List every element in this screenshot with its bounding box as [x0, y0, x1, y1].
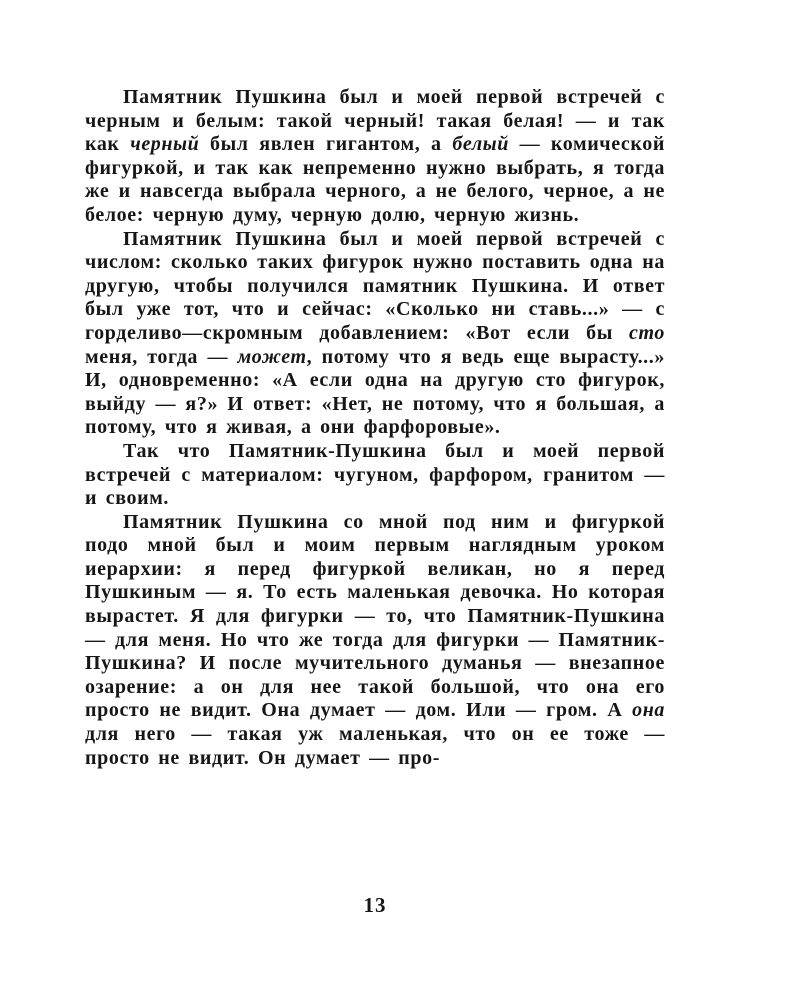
text-run-italic: она	[632, 699, 665, 722]
text-block	[85, 86, 665, 770]
paragraph	[85, 440, 665, 511]
text-run: Так что Памятник-Пушкина был и моей первой встречей с материалом: чугуном, фарфором, гранитом — и своим.	[85, 439, 665, 510]
text-run-italic: сто	[629, 321, 665, 344]
text-run: меня, тогда —	[85, 345, 238, 368]
text-run-italic: может	[237, 345, 307, 368]
text-run: , потому что я ведь еще вырасту...» И, одновременно: «А если одна на другую сто фигурок, выйду — я?» И ответ: «Нет, не потому, что я большая, а потому, что я живая, а они фарфоровые».	[85, 345, 665, 439]
text-run-italic: белый	[452, 133, 509, 156]
text-run: для него — такая уж маленькая, что он ее тоже — просто не видит. Он думает — про-	[85, 723, 665, 769]
text-run: был явлен гигантом, а	[199, 133, 453, 156]
text-run: Памятник Пушкина был и моей первой встречей с черным и белым: такой черный! такая белая! — и так как	[85, 86, 665, 156]
text-run-italic: черный	[130, 133, 200, 156]
page-number: 13	[363, 893, 387, 917]
text-run: Памятник Пушкина со мной под ним и фигуркой подо мной был и моим первым наглядным уроком иерархии: я перед фигуркой великан, но я перед Пушкиным — я. То есть маленькая девочка. Но которая вырастет. Я для фигурки — то, что Памятник-Пушкина — для меня. Но что же тогда для фигурки — Памятник-Пушкина? И после мучительного думанья — внезапное озарение: а он для нее такой большой, что она его просто не видит. Она думает — дом. Или — гром. А	[85, 510, 665, 722]
paragraph	[85, 228, 665, 440]
paragraph	[85, 511, 665, 771]
text-run: Памятник Пушкина был и моей первой встречей с числом: сколько таких фигурок нужно поставить одна на другую, чтобы получился памятник Пушкина. И ответ был уже тот, что и сейчас: «Сколько ни ставь...» — с горделиво—скромным добавлением: «Вот если бы	[85, 227, 665, 344]
paragraph	[85, 86, 665, 228]
text-run: — комической фигуркой, и так как непременно нужно выбрать, я тогда же и навсегда выбрала черного, а не белого, черное, а не белое: черную думу, черную долю, черную жизнь.	[85, 133, 665, 226]
